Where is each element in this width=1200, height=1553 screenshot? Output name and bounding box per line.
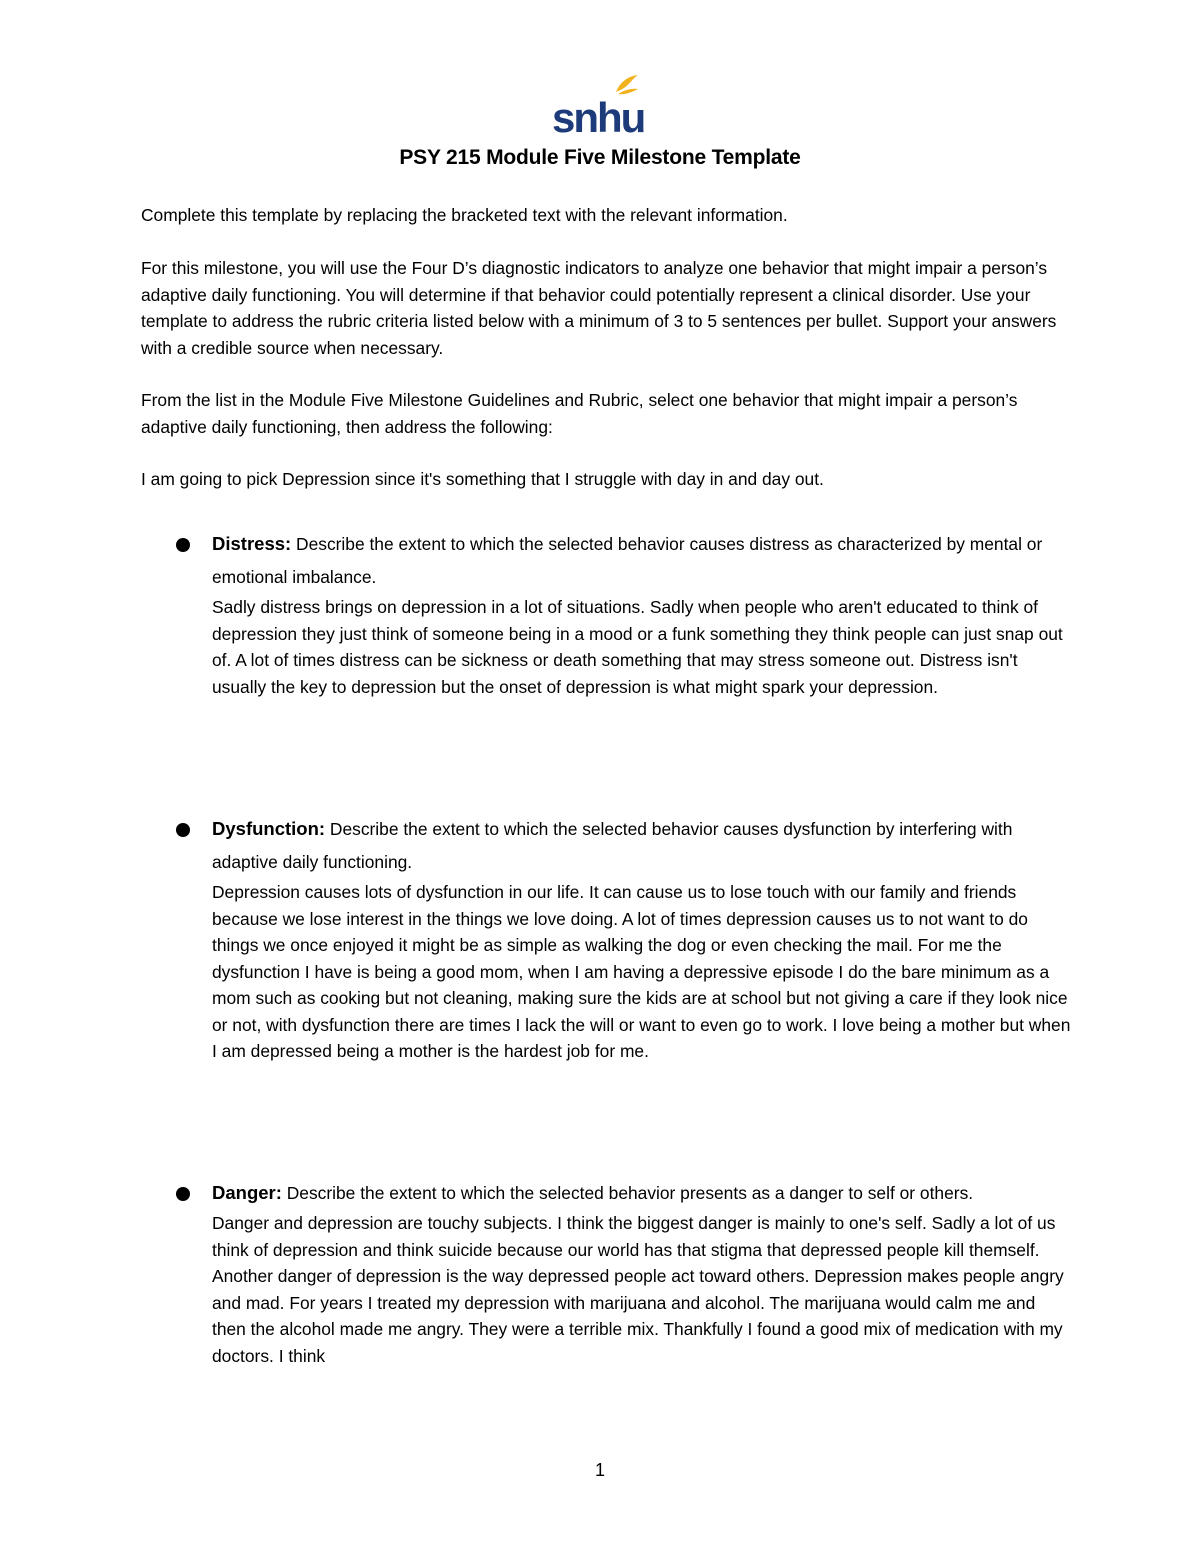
svg-text:snhu: snhu	[552, 94, 645, 140]
bullet-icon	[176, 1182, 196, 1202]
section-term: Danger:	[212, 1182, 282, 1203]
section-prompt	[212, 527, 1072, 594]
section-prompt-text: Describe the extent to which the selected behavior presents as a danger to self or others.	[281, 1183, 974, 1203]
section-distress	[212, 527, 1072, 700]
page-number: 1	[594, 1460, 605, 1480]
instructions-paragraph: Complete this template by replacing the bracketed text with the relevant information.	[141, 205, 788, 225]
section-prompt	[212, 1176, 1072, 1210]
section-prompt	[212, 812, 1072, 879]
section-answer: Depression causes lots of dysfunction in our life. It can cause us to lose touch with our family and friends because we lose interest in the things we love doing. A lot of times depression causes us to not want to do things we once enjoyed it might be as simple as walking the dog or even checking the mail. For me the dysfunction I have is being a good mom, when I am having a depressive episode I do the bare minimum as a mom such as cooking but not cleaning, making sure the kids are at school but not giving a care if they look nice or not, with dysfunction there are times I lack the will or want to even go to work. I love being a mother but when I am depressed being a mother is the hardest job for me.	[212, 882, 1071, 1061]
intro-paragraph: For this milestone, you will use the Four D’s diagnostic indicators to analyze one behavior that might impair a person’s adaptive daily functioning. You will determine if that behavior could potentially represent a clinical disorder. Use your template to address the rubric criteria listed below with a minimum of 3 to 5 sentences per bullet. Support your answers with a credible source when necessary.	[141, 258, 1057, 358]
bullet-icon	[176, 818, 196, 838]
section-danger	[212, 1176, 1072, 1369]
selection-answer-paragraph: I am going to pick Depression since it's something that I struggle with day in and day out.	[141, 469, 824, 489]
section-prompt-text: Describe the extent to which the selected behavior causes distress as characterized by mental or emotional imbalance.	[212, 534, 1043, 587]
section-answer: Sadly distress brings on depression in a lot of situations. Sadly when people who aren't educated to think of depression they just think of someone being in a mood or a funk something they think people can just snap out of. A lot of times distress can be sickness or death something that may stress someone out. Distress isn't usually the key to depression but the onset of depression is what might spark your depression.	[212, 597, 1063, 697]
bullet-icon	[176, 533, 196, 553]
selection-prompt-paragraph: From the list in the Module Five Milestone Guidelines and Rubric, select one behavior that might impair a person’s adaptive daily functioning, then address the following:	[141, 390, 1018, 437]
section-term: Distress:	[212, 533, 292, 554]
document-title: PSY 215 Module Five Milestone Template	[399, 146, 801, 169]
section-term: Dysfunction:	[212, 818, 326, 839]
section-prompt-text: Describe the extent to which the selected behavior causes dysfunction by interfering with adaptive daily functioning.	[212, 819, 1013, 872]
section-dysfunction	[212, 812, 1072, 1065]
section-answer: Danger and depression are touchy subjects. I think the biggest danger is mainly to one's self. Sadly a lot of us think of depression and think suicide because our world has that stigma that depressed people kill themself. Another danger of depression is the way depressed people act toward others. Depression makes people angry and mad. For years I treated my depression with marijuana and alcohol. The marijuana would calm me and then the alcohol made me angry. They were a terrible mix. Thankfully I found a good mix of medication with my doctors. I think	[212, 1213, 1064, 1366]
snhu-logo	[550, 70, 645, 140]
